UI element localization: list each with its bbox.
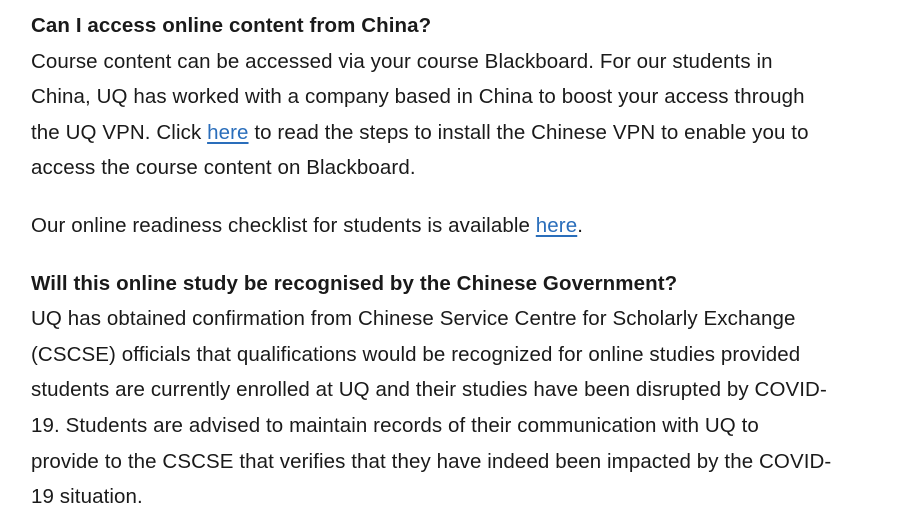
paragraph-line	[31, 115, 901, 151]
paragraph-line: China, UQ has worked with a company based in China to boost your access through	[31, 85, 805, 109]
paragraph-line: provide to the CSCSE that verifies that they have indeed been impacted by the COVID-	[31, 449, 832, 473]
readiness-checklist-link[interactable]: here	[535, 213, 578, 237]
paragraph-text: Our online readiness checklist for students is available	[31, 213, 536, 237]
paragraph-line: Course content can be accessed via your course Blackboard. For our students in	[31, 49, 773, 73]
paragraph-text: .	[577, 213, 584, 237]
paragraph-text: the UQ VPN. Click	[31, 120, 208, 144]
paragraph-line: UQ has obtained confirmation from Chinese Service Centre for Scholarly Exchange	[31, 307, 796, 331]
paragraph-line: students are currently enrolled at UQ and their studies have been disrupted by COVID-	[31, 378, 827, 402]
paragraph-line: access the course content on Blackboard.	[31, 156, 416, 180]
faq-document	[31, 8, 901, 515]
paragraph-line: (CSCSE) officials that qualifications would be recognized for online studies provided	[31, 342, 801, 366]
vpn-steps-link[interactable]: here	[207, 120, 249, 144]
readiness-checklist-line	[31, 208, 901, 244]
paragraph-text: to read the steps to install the Chinese VPN to enable you to	[248, 120, 809, 144]
faq-heading-recognition: Will this online study be recognised by the Chinese Government?	[31, 271, 678, 295]
faq-heading-china-access: Can I access online content from China?	[31, 14, 432, 37]
paragraph-line: 19 situation.	[31, 485, 143, 509]
paragraph-line: 19. Students are advised to maintain records of their communication with UQ to	[31, 413, 759, 437]
